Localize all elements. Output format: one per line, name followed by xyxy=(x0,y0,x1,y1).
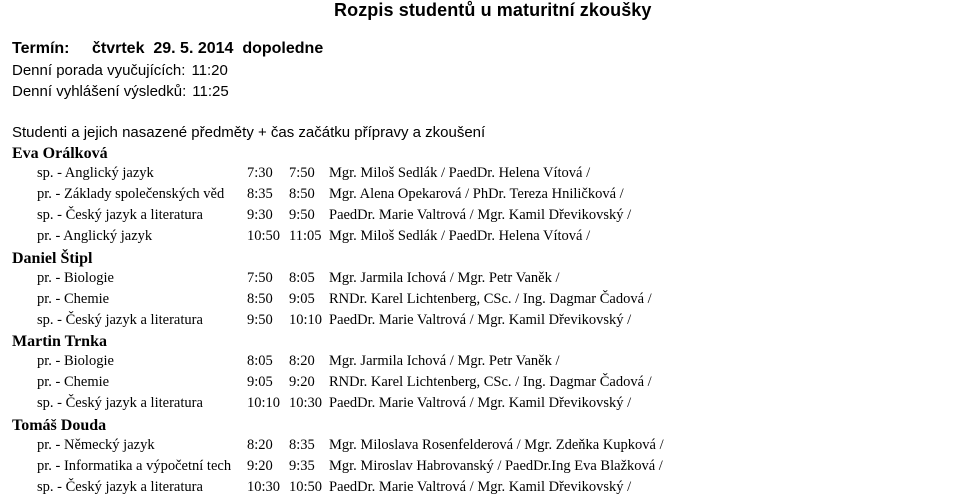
prep-time: 8:20 xyxy=(247,437,273,453)
exam-teachers: Mgr. Miloslava Rosenfelderová / Mgr. Zdeňka Kupková / xyxy=(329,437,664,453)
exam-teachers: RNDr. Karel Lichtenberg, CSc. / Ing. Dagmar Čadová / xyxy=(329,374,652,390)
results-time-label: Denní vyhlášení výsledků: xyxy=(12,83,187,100)
exam-time: 8:05 xyxy=(289,270,315,286)
exam-time: 9:05 xyxy=(289,291,315,307)
exam-teachers: Mgr. Jarmila Ichová / Mgr. Petr Vaněk / xyxy=(329,353,560,369)
prep-time: 9:05 xyxy=(247,374,273,390)
exam-time: 9:35 xyxy=(289,458,315,474)
exam-date-value: čtvrtek 29. 5. 2014 dopoledne xyxy=(92,40,324,57)
exam-time: 11:05 xyxy=(289,228,322,244)
exam-teachers: Mgr. Alena Opekarová / PhDr. Tereza Hniličková / xyxy=(329,186,624,202)
exam-subject: sp. - Český jazyk a literatura xyxy=(37,395,203,411)
prep-time: 10:50 xyxy=(247,228,281,244)
exam-time: 10:10 xyxy=(289,312,323,328)
exam-time: 9:20 xyxy=(289,374,315,390)
prep-time: 10:30 xyxy=(247,479,281,495)
meeting-time-label: Denní porada vyučujících: xyxy=(12,62,186,79)
exam-subject: pr. - Německý jazyk xyxy=(37,437,155,453)
prep-time: 10:10 xyxy=(247,395,281,411)
exam-teachers: PaedDr. Marie Valtrová / Mgr. Kamil Dřevikovský / xyxy=(329,207,632,223)
student-name: Martin Trnka xyxy=(12,333,107,350)
prep-time: 9:20 xyxy=(247,458,273,474)
prep-time: 8:50 xyxy=(247,291,273,307)
exam-subject: sp. - Český jazyk a literatura xyxy=(37,207,203,223)
exam-subject: sp. - Anglický jazyk xyxy=(37,165,154,181)
exam-time: 10:50 xyxy=(289,479,323,495)
results-time-value: 11:25 xyxy=(192,83,229,100)
exam-subject: sp. - Český jazyk a literatura xyxy=(37,479,203,495)
exam-date-line xyxy=(12,40,323,58)
exam-subject: pr. - Základy společenských věd xyxy=(37,186,225,202)
meeting-time-value: 11:20 xyxy=(191,62,228,79)
student-name: Eva Orálková xyxy=(12,145,108,162)
students-heading: Studenti a jejich nasazené předměty + čas začátku přípravy a zkoušení xyxy=(12,124,486,141)
meeting-time-line xyxy=(12,62,228,79)
exam-subject: pr. - Biologie xyxy=(37,353,114,369)
exam-subject: pr. - Anglický jazyk xyxy=(37,228,153,244)
exam-date-label: Termín: xyxy=(12,40,70,57)
prep-time: 7:50 xyxy=(247,270,273,286)
exam-subject: pr. - Chemie xyxy=(37,374,110,390)
exam-teachers: Mgr. Jarmila Ichová / Mgr. Petr Vaněk / xyxy=(329,270,560,286)
prep-time: 8:35 xyxy=(247,186,273,202)
student-name: Daniel Štipl xyxy=(12,250,93,267)
exam-subject: sp. - Český jazyk a literatura xyxy=(37,312,203,328)
prep-time: 9:30 xyxy=(247,207,273,223)
exam-time: 8:50 xyxy=(289,186,315,202)
exam-teachers: Mgr. Miloš Sedlák / PaedDr. Helena Vítová / xyxy=(329,228,591,244)
exam-teachers: PaedDr. Marie Valtrová / Mgr. Kamil Dřevikovský / xyxy=(329,312,632,328)
exam-time: 7:50 xyxy=(289,165,315,181)
exam-time: 9:50 xyxy=(289,207,315,223)
page-title: Rozpis studentů u maturitní zkoušky xyxy=(334,0,652,20)
exam-teachers: RNDr. Karel Lichtenberg, CSc. / Ing. Dagmar Čadová / xyxy=(329,291,652,307)
exam-subject: pr. - Informatika a výpočetní tech xyxy=(37,458,232,474)
exam-teachers: Mgr. Miroslav Habrovanský / PaedDr.Ing Eva Blažková / xyxy=(329,458,663,474)
prep-time: 9:50 xyxy=(247,312,273,328)
exam-teachers: PaedDr. Marie Valtrová / Mgr. Kamil Dřevikovský / xyxy=(329,479,632,495)
exam-subject: pr. - Biologie xyxy=(37,270,114,286)
prep-time: 8:05 xyxy=(247,353,273,369)
exam-time: 8:20 xyxy=(289,353,315,369)
student-name: Tomáš Douda xyxy=(12,417,107,434)
exam-time: 10:30 xyxy=(289,395,323,411)
prep-time: 7:30 xyxy=(247,165,273,181)
exam-teachers: PaedDr. Marie Valtrová / Mgr. Kamil Dřevikovský / xyxy=(329,395,632,411)
results-time-line xyxy=(12,83,229,100)
exam-subject: pr. - Chemie xyxy=(37,291,110,307)
exam-time: 8:35 xyxy=(289,437,315,453)
exam-teachers: Mgr. Miloš Sedlák / PaedDr. Helena Vítová / xyxy=(329,165,591,181)
